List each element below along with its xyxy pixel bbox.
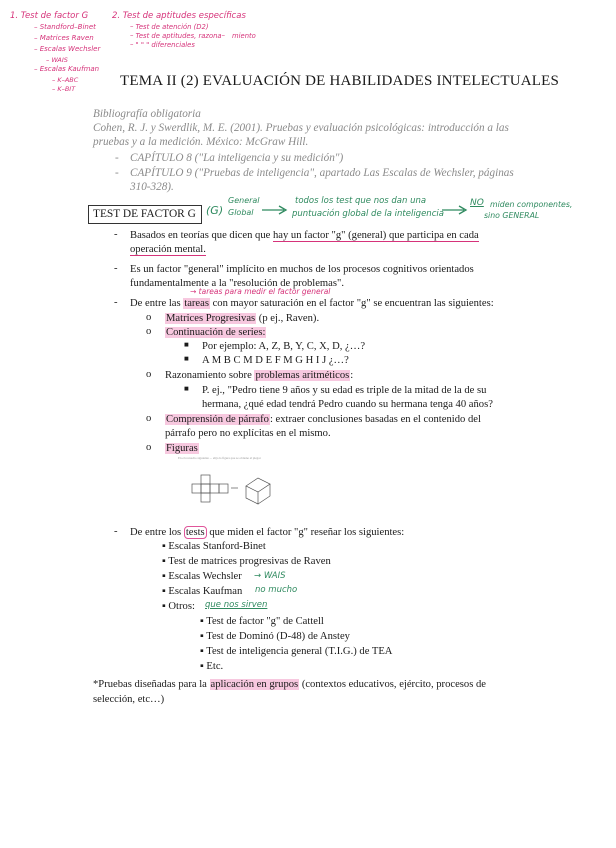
figure-caption: En el recuadro siguiente ... elija la figura que se obtiene al plegar xyxy=(178,456,261,460)
underlined-text: operación mental. xyxy=(130,244,206,255)
global-label: Global xyxy=(228,208,254,217)
bibliography-reference: Cohen, R. J. y Swerdlik, M. E. (2001). Pruebas y evaluación psicológicas: introducción a las xyxy=(93,122,509,134)
section-heading: TEST DE FACTOR G xyxy=(93,208,196,220)
sub-sub-item: A M B C M D E F M G H I J ¿…? xyxy=(202,355,349,366)
highlighted-text: Continuación de series: xyxy=(166,327,266,338)
footer-note xyxy=(93,678,486,692)
margin-note-heading-2: 2. Test de aptitudes específicas xyxy=(112,11,246,21)
bullet-text-cont xyxy=(130,243,206,257)
text-run: (p ej., Raven). xyxy=(256,313,320,324)
test-list-item: ▪ Escalas Stanford-Binet xyxy=(162,541,266,552)
square-bullet: ■ xyxy=(184,354,189,363)
bullet-text-cont: fundamentalmente a la "resolución de problemas". xyxy=(130,278,344,289)
sub-sub-item: P. ej., "Pedro tiene 9 años y su edad es triple de la mitad de la de su xyxy=(202,385,487,396)
bibliography-heading: Bibliografía obligatoria xyxy=(93,108,201,120)
text-run: Escalas Stanford-Binet xyxy=(168,541,266,552)
test-list-item: ▪ Otros: xyxy=(162,601,195,612)
bibliography-item: CAPÍTULO 8 ("La inteligencia y su medición") xyxy=(130,152,344,164)
bibliography-item-cont: 310-328). xyxy=(130,181,174,193)
text-run: Escalas Wechsler xyxy=(168,571,242,582)
text-run: con mayor saturación en el factor "g" se encuentran las siguientes: xyxy=(209,298,494,309)
text-run: : extraer conclusiones basadas en el contenido del xyxy=(269,414,481,425)
bullet-dash: - xyxy=(114,526,118,537)
highlighted-text: aplicación en grupos xyxy=(210,679,299,690)
otros-list-item: ▪ Test de Dominó (D-48) de Anstey xyxy=(200,631,350,642)
sub-bullet-o: o xyxy=(146,442,152,453)
page-title: TEMA II (2) EVALUACIÓN DE HABILIDADES INTELECTUALES xyxy=(120,73,560,89)
margin-note: – " " " diferenciales xyxy=(130,41,195,49)
margin-note: – WAIS xyxy=(46,56,68,64)
arrow-right-icon xyxy=(440,203,470,215)
text-run: Otros: xyxy=(168,601,195,612)
text-run: que miden el factor "g" reseñar los siguientes: xyxy=(206,527,405,538)
text-run: Test de inteligencia general (T.I.G.) de TEA xyxy=(206,646,393,657)
sub-bullet-o: o xyxy=(146,312,152,323)
bibliography-dash: - xyxy=(115,167,119,179)
sub-bullet-o: o xyxy=(146,326,152,337)
footer-note-cont: selección, etc…) xyxy=(93,694,165,705)
annotation-desc: puntuación global de la inteligencia xyxy=(292,209,444,219)
text-run: Escalas Kaufman xyxy=(168,586,243,597)
margin-note-wais: → WAIS xyxy=(254,571,286,581)
section-heading-box xyxy=(88,205,202,224)
margin-note-otros: que nos sirven xyxy=(205,600,268,610)
margin-note: – Standford–Binet xyxy=(34,23,96,31)
text-run: Razonamiento sobre xyxy=(165,370,255,381)
bullet-dash: - xyxy=(114,263,118,274)
folding-figure-icon xyxy=(176,456,284,514)
sub-item xyxy=(165,413,481,427)
text-run: Basados en teorías que dicen que xyxy=(130,230,273,241)
margin-note: – Matrices Raven xyxy=(34,34,94,42)
margin-note: – Test de atención (D2) xyxy=(130,23,209,31)
bullet-dash: - xyxy=(114,297,118,308)
test-list-item: ▪ Escalas Wechsler xyxy=(162,571,242,582)
text-run: Test de Dominó (D-48) de Anstey xyxy=(206,631,350,642)
margin-note: – Escalas Wechsler xyxy=(34,45,101,53)
test-list-item: ▪ Test de matrices progresivas de Raven xyxy=(162,556,331,567)
bullet-text xyxy=(130,297,494,311)
otros-list-item: ▪ Etc. xyxy=(200,661,224,672)
otros-list-item: ▪ Test de factor "g" de Cattell xyxy=(200,616,324,627)
sub-item xyxy=(165,326,266,340)
g-label: (G) xyxy=(206,204,224,217)
highlighted-text: Figuras xyxy=(166,443,198,454)
bibliography-reference-cont: pruebas y a la medición. México: McGraw Hill. xyxy=(93,136,309,148)
margin-note: miento xyxy=(232,32,256,40)
margin-note: – Escalas Kaufman xyxy=(34,65,100,73)
highlighted-text: Matrices Progresivas xyxy=(166,313,256,324)
text-run: Test de factor "g" de Cattell xyxy=(206,616,324,627)
margin-note-tareas: → tareas para medir el factor general xyxy=(190,287,331,296)
text-run: Etc. xyxy=(206,661,224,672)
bullet-text xyxy=(130,229,479,243)
text-run: De entre las xyxy=(130,298,184,309)
highlighted-text: problemas aritméticos xyxy=(255,370,350,381)
boxed-text: tests xyxy=(185,527,205,538)
bullet-text xyxy=(130,526,404,540)
underlined-text: hay un factor "g" (general) que participa en cada xyxy=(272,230,479,241)
text-run: Test de matrices progresivas de Raven xyxy=(168,556,331,567)
sub-sub-item: Por ejemplo: A, Z, B, Y, C, X, D, ¿…? xyxy=(202,341,366,352)
sub-item xyxy=(165,442,199,456)
bullet-dash: - xyxy=(114,229,118,240)
square-bullet: ■ xyxy=(184,340,189,349)
square-bullet: ■ xyxy=(184,384,189,393)
margin-note: – K–ABC xyxy=(52,76,79,84)
text-run: (contextos educativos, ejército, procesos de xyxy=(299,679,486,690)
text-run: De entre los xyxy=(130,527,184,538)
sub-bullet-o: o xyxy=(146,413,152,424)
highlighted-text: Comprensión de párrafo xyxy=(166,414,269,425)
annotation-result: sino GENERAL xyxy=(484,211,540,220)
margin-note-heading-1: 1. Test de factor G xyxy=(10,11,89,21)
sub-item-cont: párrafo pero no explícitas en el mismo. xyxy=(165,428,331,439)
sub-bullet-o: o xyxy=(146,369,152,380)
bibliography-dash: - xyxy=(115,152,119,164)
highlighted-text: tareas xyxy=(184,298,209,309)
text-run: *Pruebas diseñadas para la xyxy=(93,679,210,690)
otros-list-item: ▪ Test de inteligencia general (T.I.G.) de TEA xyxy=(200,646,393,657)
annotation-desc: todos los test que nos dan una xyxy=(295,196,427,206)
margin-note: – K–BIT xyxy=(52,85,76,93)
bullet-text: Es un factor "general" implícito en muchos de los procesos cognitivos orientados xyxy=(130,264,474,275)
annotation-result: miden componentes, xyxy=(490,200,573,209)
figure-illustration xyxy=(176,456,284,514)
text-run: : xyxy=(350,370,354,381)
margin-note-kaufman: no mucho xyxy=(255,585,298,595)
margin-note: – Test de aptitudes, razona– xyxy=(130,32,225,40)
general-label: General xyxy=(228,196,260,205)
bibliography-item: CAPÍTULO 9 ("Pruebas de inteligencia", apartado Las Escalas de Wechsler, páginas xyxy=(130,167,514,179)
annotation-no: NO xyxy=(470,198,484,208)
sub-item xyxy=(165,312,319,326)
sub-item xyxy=(165,369,353,383)
arrow-right-icon xyxy=(260,203,290,215)
test-list-item: ▪ Escalas Kaufman xyxy=(162,586,243,597)
sub-sub-item-cont: hermana, ¿qué edad tendrá Pedro cuando su hermana tenga 40 años? xyxy=(202,399,493,410)
